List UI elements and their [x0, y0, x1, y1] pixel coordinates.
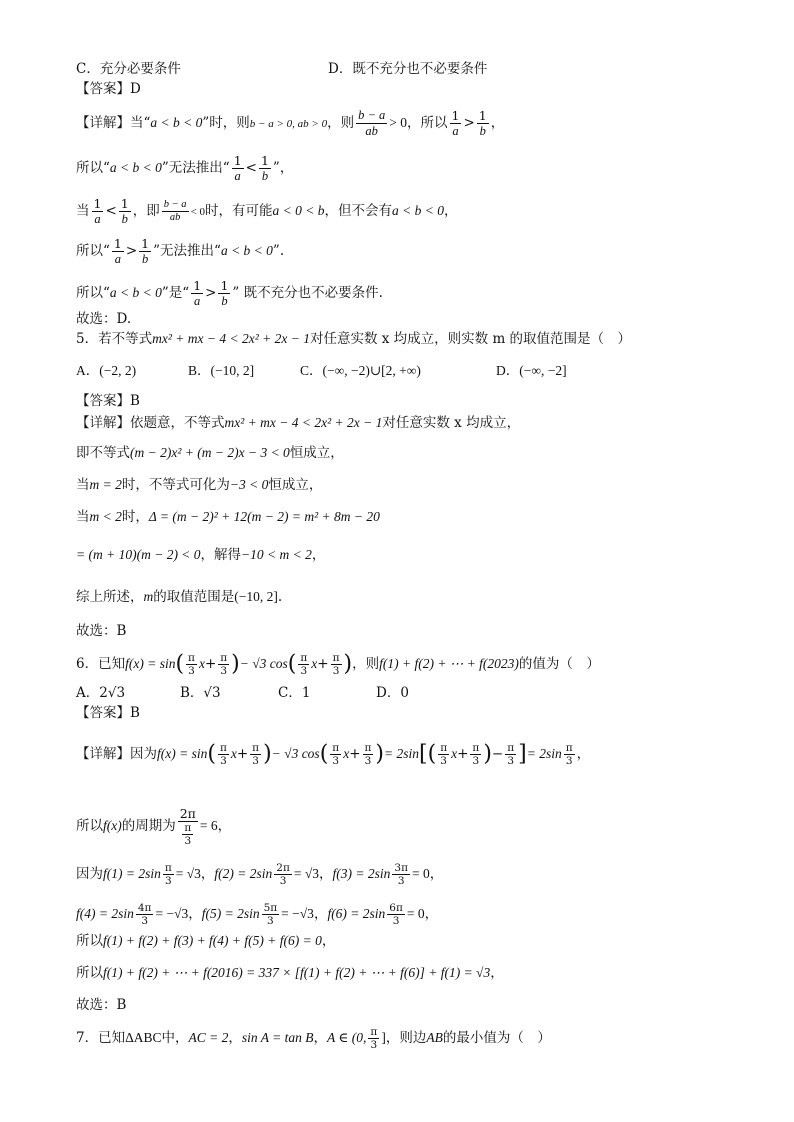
text: ， — [444, 203, 458, 219]
answer-text: 【答案】D — [76, 81, 141, 97]
text: 时，有可能 — [205, 203, 273, 219]
text: 当 — [76, 509, 90, 525]
math: AC = 2 — [188, 1030, 229, 1045]
denominator: 3 — [507, 755, 515, 767]
text: 对任意实数 x 均成立，则实数 m 的取值范围是（ ） — [309, 331, 632, 347]
math: Δ = (m − 2)² + 12(m − 2) = m² + 8m − 20 — [148, 509, 380, 524]
text: 当 — [76, 203, 90, 219]
math: a < b < 0 — [392, 203, 444, 218]
gt: > — [125, 243, 138, 259]
denominator: 3 — [332, 755, 340, 767]
math: f(5) = 2sin — [201, 906, 260, 921]
text: 综上所述， — [76, 589, 144, 605]
answer-q4 — [76, 80, 141, 98]
fraction — [356, 108, 387, 139]
text: ， — [321, 933, 336, 949]
text: ， — [313, 906, 328, 922]
text: ， — [429, 866, 444, 882]
math: ΔABC — [125, 1030, 162, 1045]
fraction — [392, 862, 410, 887]
math: f(2) = 2sin — [214, 866, 273, 881]
math: − √3 cos — [239, 656, 288, 671]
q5-detail-3 — [76, 476, 322, 494]
denominator: a — [194, 294, 201, 308]
numerator: 3π — [394, 862, 408, 874]
denominator: 3 — [472, 755, 480, 767]
option-line-cd — [76, 60, 181, 78]
q6-option-c — [278, 684, 310, 702]
text: 所以 — [76, 818, 103, 834]
math: sin A = tan B — [241, 1030, 314, 1045]
question-7 — [76, 1026, 551, 1051]
text: B．√3 — [180, 685, 221, 701]
denominator: a — [234, 169, 241, 183]
text: C．1 — [278, 685, 311, 701]
text: ， — [217, 818, 232, 834]
fraction — [298, 652, 309, 677]
denominator: 3 — [332, 665, 340, 677]
paren-open: ( — [287, 651, 297, 677]
numerator: π — [252, 742, 260, 754]
denominator: 3 — [565, 755, 573, 767]
text: 时， — [121, 509, 149, 525]
fraction — [92, 196, 104, 227]
q6-option-d — [376, 684, 409, 702]
denominator: 3 — [440, 755, 447, 767]
text: ”是“ — [161, 285, 190, 301]
paren-open: ( — [207, 741, 216, 767]
math: = 0 — [411, 866, 430, 881]
q5-option-c — [300, 362, 421, 380]
text: ，所以 — [407, 115, 448, 131]
fraction — [136, 902, 154, 927]
numerator: π — [507, 742, 515, 754]
math: a < b < 0 — [150, 115, 203, 130]
q5-detail-1 — [76, 414, 520, 432]
paren-close: ) — [343, 651, 353, 677]
text: 因为 — [76, 866, 103, 882]
fraction — [470, 742, 481, 767]
text: 【详解】因为 — [76, 746, 157, 762]
text: 故选：B — [76, 623, 127, 639]
fraction — [218, 652, 229, 677]
text: ” 既不充分也不必要条件. — [232, 285, 383, 301]
numerator: 5π — [263, 902, 278, 914]
text: 的周期为 — [121, 818, 176, 834]
question-6: 6．已知f(x) = sin( $\frac{\pi}{3}$ x+ $\frac{\pi}{3}$ )− √3 cos( $\frac{\pi}{3}$ x+ $\frac{\pi}{3}$ )，则f(1) + f(2) + ⋯ + f(2023)的值为（ ） — [76, 651, 600, 677]
denominator: ab — [365, 124, 378, 138]
text: ，则 — [327, 115, 355, 131]
math: − √3 cos — [271, 746, 320, 761]
math: a < 0 < b — [272, 203, 325, 218]
fraction — [368, 1026, 379, 1051]
numerator: 4π — [137, 902, 152, 914]
q6-detail-5 — [76, 932, 335, 950]
option-c: C．充分必要条件 — [76, 61, 181, 77]
numerator: 1 — [193, 278, 202, 293]
math: f(x) = sin — [157, 746, 208, 761]
denominator: 3 — [267, 915, 274, 927]
fraction — [363, 742, 374, 767]
var-x: x — [343, 746, 350, 761]
q5-detail-2 — [76, 444, 344, 462]
denominator: 3 — [220, 755, 227, 767]
lt: < — [245, 160, 257, 176]
var-x: x — [451, 746, 458, 761]
text: ， — [200, 866, 215, 882]
text: 中， — [161, 1030, 189, 1046]
math: m = 2 — [89, 477, 122, 492]
fraction — [119, 196, 131, 227]
q6-detail-6 — [76, 964, 504, 982]
choose-q4 — [76, 310, 131, 328]
comma: ， — [490, 115, 505, 131]
text: C．(−∞, −2)∪[2, +∞) — [300, 363, 421, 378]
math: = 2sin — [384, 746, 419, 761]
text: ”无法推出“ — [153, 243, 221, 259]
text: A．2√3 — [76, 685, 126, 701]
detail-line-4 — [76, 236, 284, 267]
denominator: 3 — [392, 915, 400, 927]
gt: > — [205, 285, 217, 301]
denominator: 3 — [184, 835, 192, 847]
text: ， — [188, 906, 202, 922]
math: < 0 — [190, 206, 206, 218]
numerator: π — [364, 742, 372, 754]
text: 所以 — [76, 965, 103, 981]
numerator: π — [440, 742, 448, 754]
denominator: 3 — [300, 665, 308, 677]
numerator: b − a — [163, 199, 187, 210]
math: b − a > 0, ab > 0 — [249, 118, 328, 130]
text: 所以“ — [76, 285, 110, 301]
text: . — [277, 589, 283, 605]
text: ， — [319, 866, 333, 882]
fraction — [232, 153, 244, 184]
fraction — [218, 278, 230, 309]
text: ，则边 — [385, 1030, 427, 1046]
var-x: x — [198, 656, 205, 671]
text: D．(−∞, −2] — [496, 363, 567, 378]
fraction — [387, 902, 405, 927]
math: f(x) = sin — [125, 656, 176, 671]
text: ， — [424, 906, 439, 922]
text: 的值为（ ） — [518, 656, 600, 672]
text: A．(−2, 2) — [76, 363, 137, 378]
q5-answer — [76, 392, 140, 410]
text: ，但不会有 — [324, 203, 393, 219]
text: 7．已知 — [76, 1030, 126, 1046]
text: ， — [313, 1030, 328, 1046]
math: f(x) — [103, 818, 122, 833]
math: ] — [381, 1030, 386, 1045]
math: = −√3 — [155, 906, 189, 921]
text: ”， — [272, 160, 294, 176]
q5-option-b — [188, 362, 254, 380]
fraction — [186, 652, 197, 677]
q5-detail-4 — [76, 508, 380, 526]
denominator: 3 — [252, 755, 259, 767]
numerator: 2π — [276, 862, 290, 874]
fraction — [250, 742, 261, 767]
fraction — [438, 742, 449, 767]
fraction — [163, 862, 174, 887]
math: = −√3 — [281, 906, 314, 921]
text: 时，不等式可化为 — [121, 477, 230, 493]
fraction — [564, 742, 575, 767]
denominator: b — [142, 252, 149, 266]
bracket-close: ] — [518, 741, 527, 767]
text: 故选：B — [76, 997, 127, 1013]
paren-close: ) — [483, 741, 492, 767]
fraction — [112, 236, 124, 267]
denominator: 3 — [141, 915, 148, 927]
q5-choose — [76, 622, 126, 640]
math: (−10, 2] — [234, 589, 278, 604]
math: > 0 — [389, 115, 408, 130]
text: ， — [490, 965, 504, 981]
fraction — [274, 862, 292, 887]
math: = 2sin — [526, 746, 562, 761]
q6-detail-2 — [76, 806, 231, 847]
math: −3 < 0 — [229, 477, 269, 492]
text: 【详解】当“ — [76, 115, 151, 131]
denominator: b — [261, 169, 269, 183]
fraction — [477, 108, 489, 139]
math: = 0 — [406, 906, 425, 921]
fraction — [191, 278, 203, 309]
var-x: x — [311, 656, 318, 671]
text: 【详解】依题意，不等式 — [76, 415, 225, 431]
fraction — [182, 822, 193, 847]
lt: < — [105, 203, 117, 219]
detail-line-5 — [76, 278, 383, 309]
bracket-open: [ — [419, 741, 428, 767]
numerator: π — [370, 1026, 378, 1038]
math: f(1) + f(2) + f(3) + f(4) + f(5) + f(6) = 0 — [103, 933, 322, 948]
numerator: 1 — [233, 153, 242, 168]
numerator: 1 — [260, 153, 269, 168]
option-d-wrap — [328, 60, 487, 78]
numerator: 1 — [478, 108, 487, 123]
math: AB — [426, 1030, 443, 1045]
math: −10 < m < 2 — [241, 547, 312, 562]
fraction — [330, 742, 341, 767]
fraction — [139, 236, 151, 267]
numerator: 1 — [93, 196, 102, 211]
text: ，即 — [132, 203, 160, 219]
math: f(1) + f(2) + ⋯ + f(2023) — [379, 656, 519, 671]
numerator: 1 — [451, 108, 460, 123]
math: = √3 — [293, 866, 320, 881]
q6-choose — [76, 996, 126, 1014]
paren-open: ( — [427, 741, 437, 767]
text: ”时，则 — [202, 115, 250, 131]
denominator: 3 — [164, 875, 172, 887]
math: m — [143, 589, 154, 604]
q6-option-a — [76, 684, 125, 702]
paren-open: ( — [175, 651, 185, 677]
q6-answer — [76, 704, 140, 722]
fraction — [178, 806, 198, 847]
text: ”无法推出“ — [161, 160, 230, 176]
q6-detail-1: 【详解】因为f(x) = sin( $\frac{\pi}{3}$ x+ $\frac{\pi}{3}$ )− √3 cos( $\frac{\pi}{3}$ x+ $\frac{\pi}{3}$ )= 2sin[( $\frac{\pi}{3}$ x+ $\frac{\pi}{3}$ )− $\frac{\pi}{3}$ ]= 2sin $\frac{\pi}{3}$ ， — [76, 741, 591, 767]
denominator: 3 — [188, 665, 195, 677]
q6-option-b — [180, 684, 221, 702]
text: 6．已知 — [76, 656, 126, 672]
numerator: π — [188, 652, 195, 664]
text: 的取值范围是 — [153, 589, 235, 605]
math: a < b < 0 — [220, 243, 273, 258]
denominator: 3 — [370, 1039, 378, 1051]
math: a < b < 0 — [109, 160, 162, 175]
denominator — [178, 822, 198, 847]
text: 当 — [76, 477, 90, 493]
text: 【答案】B — [76, 705, 140, 721]
math: mx² + mx − 4 < 2x² + 2x − 1 — [224, 415, 383, 430]
denominator: ab — [169, 212, 181, 223]
numerator: 1 — [141, 236, 150, 251]
math: m < 2 — [89, 509, 122, 524]
text: 5．若不等式 — [76, 331, 153, 347]
numerator: 1 — [120, 196, 129, 211]
denominator: b — [221, 294, 228, 308]
numerator: π — [184, 822, 192, 834]
denominator: a — [114, 252, 121, 266]
text: 所以 — [76, 933, 103, 949]
text: 故选：D. — [76, 311, 132, 327]
option-d: D．既不充分也不必要条件 — [328, 61, 488, 77]
gt: > — [463, 115, 475, 131]
q5-detail-6 — [76, 588, 282, 606]
text: ”. — [272, 243, 285, 259]
math: f(1) + f(2) + ⋯ + f(2016) = 337 × [f(1) + f(2) + ⋯ + f(6)] + f(1) = √3 — [103, 965, 491, 980]
fraction — [218, 742, 229, 767]
q5-option-a — [76, 362, 136, 380]
text: ，则 — [352, 656, 380, 672]
text: D．0 — [376, 685, 409, 701]
denominator: b — [479, 124, 486, 138]
math: mx² + mx − 4 < 2x² + 2x − 1 — [152, 331, 310, 346]
math: = 6 — [199, 818, 218, 833]
denominator: 3 — [364, 755, 372, 767]
text: ， — [576, 746, 591, 762]
q5-option-d — [496, 362, 567, 380]
numerator: π — [219, 742, 227, 754]
var-x: x — [230, 746, 237, 761]
math: f(6) = 2sin — [327, 906, 386, 921]
q6-detail-4 — [76, 902, 438, 927]
text: 恒成立， — [289, 445, 344, 461]
math: = (m + 10)(m − 2) < 0 — [76, 547, 201, 562]
numerator: π — [565, 742, 573, 754]
text: 即不等式 — [76, 445, 130, 461]
text: 【答案】B — [76, 393, 140, 409]
detail-line-3 — [76, 196, 458, 227]
text: 恒成立， — [268, 477, 323, 493]
text: ， — [311, 547, 326, 563]
fraction — [259, 153, 271, 184]
denominator: a — [94, 212, 101, 226]
numerator: π — [332, 652, 340, 664]
fraction — [505, 742, 516, 767]
math: f(3) = 2sin — [332, 866, 391, 881]
math: = √3 — [175, 866, 201, 881]
text: ，解得 — [200, 547, 242, 563]
paren-open: ( — [319, 741, 329, 767]
paren-close: ) — [231, 651, 240, 677]
text: 所以“ — [76, 160, 110, 176]
text: 的最小值为（ ） — [442, 1030, 551, 1046]
denominator: 3 — [220, 665, 228, 677]
numerator: π — [472, 742, 480, 754]
math: (m − 2)x² + (m − 2)x − 3 < 0 — [130, 445, 290, 460]
math: f(1) = 2sin — [103, 866, 161, 881]
numerator: π — [300, 652, 308, 664]
q6-detail-3 — [76, 862, 443, 887]
math: f(4) = 2sin — [76, 906, 134, 921]
numerator: 1 — [113, 236, 122, 251]
math: a < b < 0 — [109, 285, 162, 300]
numerator: π — [220, 652, 228, 664]
paren-close: ) — [375, 741, 384, 767]
q5-detail-5 — [76, 546, 325, 564]
denominator: a — [452, 124, 459, 138]
fraction — [450, 108, 462, 139]
fraction — [331, 652, 342, 677]
fraction — [162, 199, 189, 224]
detail-line-1 — [76, 108, 504, 139]
text: ， — [228, 1030, 242, 1046]
paren-close: ) — [263, 741, 272, 767]
text: 对任意实数 x 均成立， — [382, 415, 521, 431]
denominator: b — [121, 212, 128, 226]
numerator: 6π — [389, 902, 403, 914]
text: B．(−10, 2] — [188, 363, 255, 378]
denominator: 3 — [279, 875, 287, 887]
math: A ∈ (0, — [327, 1030, 367, 1045]
numerator: π — [164, 862, 172, 874]
numerator: b − a — [358, 108, 386, 122]
text: 所以“ — [76, 243, 110, 259]
question-5 — [76, 330, 631, 348]
numerator: 2π — [179, 806, 196, 821]
fraction — [262, 902, 280, 927]
denominator: 3 — [397, 875, 405, 887]
numerator: 1 — [220, 278, 229, 293]
numerator: π — [332, 742, 340, 754]
detail-line-2 — [76, 153, 293, 184]
